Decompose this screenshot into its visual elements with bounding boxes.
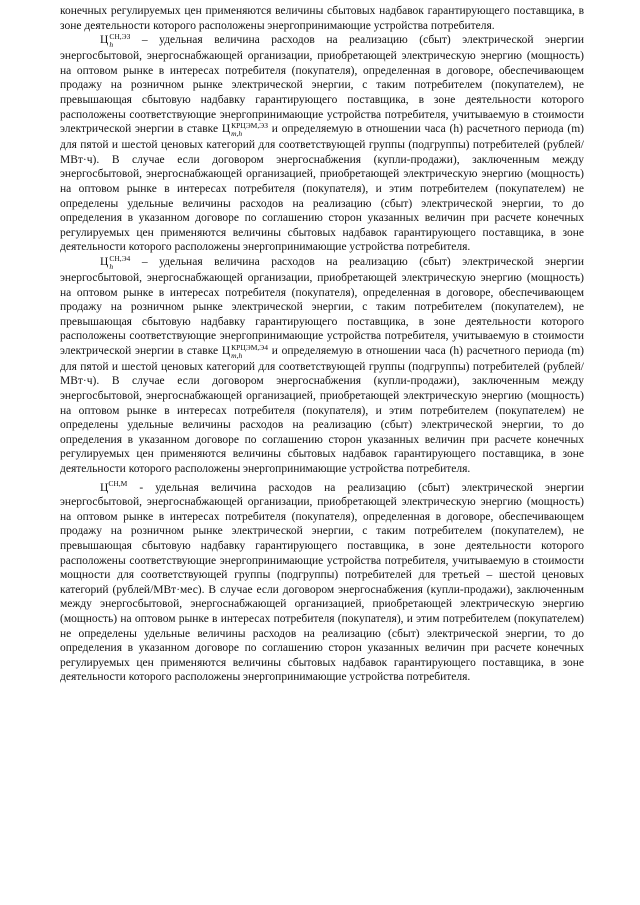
formula-symbol: Ц СН,ЭЗ h [100, 32, 131, 50]
paragraph-text: - удельная величина расходов на реализацию (сбыт) электрической энергии энергосбытовой, энергоснабжающей организации, приобретающей электрическую энергию (мощность) на оптовом рынке в интересах потребителя (покупателя), определенная в договоре, обеспечивающем продажу на розничном рынке электрической энергии, с таким потребителем (покупателем), не превышающая сбытовую надбавку гарантирующего поставщика, в зоне деятельности которого расположены соответствующие энергопринимающие устройства потребителя, учитываемую в стоимости мощности для соответствующей группы (подгруппы) потребителей для третьей – шестой ценовых категорий (рублей/МВт·мес). В случае если договором энергоснабжения (купли-продажи), заключенным между энергосбытовой, энергоснабжающей организацией, приобретающей электрическую энергию (мощность) на оптовом рынке в интересах потребителя (покупателя), и этим потребителем (покупателем) не определены удельные величины расходов на реализацию (сбыт) электрической энергии, то до определения в указанном договоре по соглашению сторон указанных величин при расчете конечных регулируемых цен применяются величины сбытовых надбавок гарантирующего поставщика, в зоне деятельности которого расположены энергопринимающие устройства потребителя. [60, 481, 584, 684]
formula-subscript: h [109, 40, 114, 50]
formula-symbol: Ц КРЦЭМ,Э4 m,h [221, 342, 268, 360]
formula-subscript: h [109, 261, 114, 271]
paragraph-definition-e4 [60, 255, 584, 477]
formula-superscript: СН,М [108, 478, 128, 488]
paragraph-text: – удельная величина расходов на реализацию (сбыт) электрической энергии энергосбытовой, энергоснабжающей организации, приобретающей электрическую энергию (мощность) на оптовом рынке в интересах потребителя (покупателя), определенная в договоре, обеспечивающем продажу на розничном рынке электрической энергии, с таким потребителем (покупателем), не превышающая сбытовую надбавку гарантирующего поставщика, в зоне деятельности которого расположены соответствующие энергопринимающие устройства потребителя, учитываемую в стоимости электрической энергии в ставке [60, 255, 584, 357]
formula-symbol: Ц КРЦЭМ,ЭЗ m,h [221, 121, 269, 139]
paragraph-text: конечных регулируемых цен применяются величины сбытовых надбавок гарантирующего поставщика, в зоне деятельности которого расположены энергопринимающие устройства потребителя. [60, 5, 584, 32]
paragraph-continuation [60, 4, 584, 33]
formula-symbol: $Ц^{СН,М}$ [100, 478, 128, 494]
formula-subscript: m,h [231, 350, 243, 360]
formula-superscript: КРЦЭМ,ЭЗ [231, 121, 269, 131]
formula-subscript: m,h [231, 129, 243, 139]
paragraph-text: и определяемую в отношении часа (h) расчетного периода (m) для пятой и шестой ценовых категорий для соответствующей группы (подгруппы) потребителей (рублей/МВт·ч). В случае если договором энергоснабжения (купли-продажи), заключенным между энергосбытовой, энергоснабжающей организацией, приобретающей электрическую энергию (мощность) на оптовом рынке в интересах потребителя (покупателя), и этим потребителем (покупателем) не определены удельные величины расходов на реализацию (сбыт) электрической энергии, то до определения в указанном договоре по соглашению сторон указанных величин при расчете конечных регулируемых цен применяются величины сбытовых надбавок гарантирующего поставщика, в зоне деятельности которого расположены энергопринимающие устройства потребителя. [60, 123, 584, 254]
formula-superscript: СН,Э4 [109, 253, 131, 263]
formula-superscript: СН,ЭЗ [109, 32, 131, 42]
paragraph-text: и определяемую в отношении часа (h) расчетного периода (m) для пятой и шестой ценовых категорий для соответствующей группы (подгруппы) потребителей (рублей/МВт·ч). В случае если договором энергоснабжения (купли-продажи), заключенным между энергосбытовой, энергоснабжающей организацией, приобретающей электрическую энергию (мощность) на оптовом рынке в интересах потребителя (покупателя), и этим потребителем (покупателем) не определены удельные величины расходов на реализацию (сбыт) электрической энергии, то до определения в указанном договоре по соглашению сторон указанных величин при расчете конечных регулируемых цен применяются величины сбытовых надбавок гарантирующего поставщика, в зоне деятельности которого расположены энергопринимающие устройства потребителя. [60, 344, 584, 476]
paragraph-definition-m [60, 477, 584, 685]
formula-superscript: КРЦЭМ,Э4 [231, 342, 268, 352]
formula-symbol: Ц СН,Э4 h [100, 253, 131, 271]
paragraph-definition-e3 [60, 33, 584, 255]
paragraph-text: – удельная величина расходов на реализацию (сбыт) электрической энергии энергосбытовой, энергоснабжающей организации, приобретающей электрическую энергию (мощность) на оптовом рынке в интересах потребителя (покупателя), определенная в договоре, обеспечивающем продажу на розничном рынке электрической энергии, с таким потребителем (покупателем), не превышающая сбытовую надбавку гарантирующего поставщика, в зоне деятельности которого расположены соответствующие энергопринимающие устройства потребителя, учитываемую в стоимости электрической энергии в ставке [60, 34, 584, 136]
